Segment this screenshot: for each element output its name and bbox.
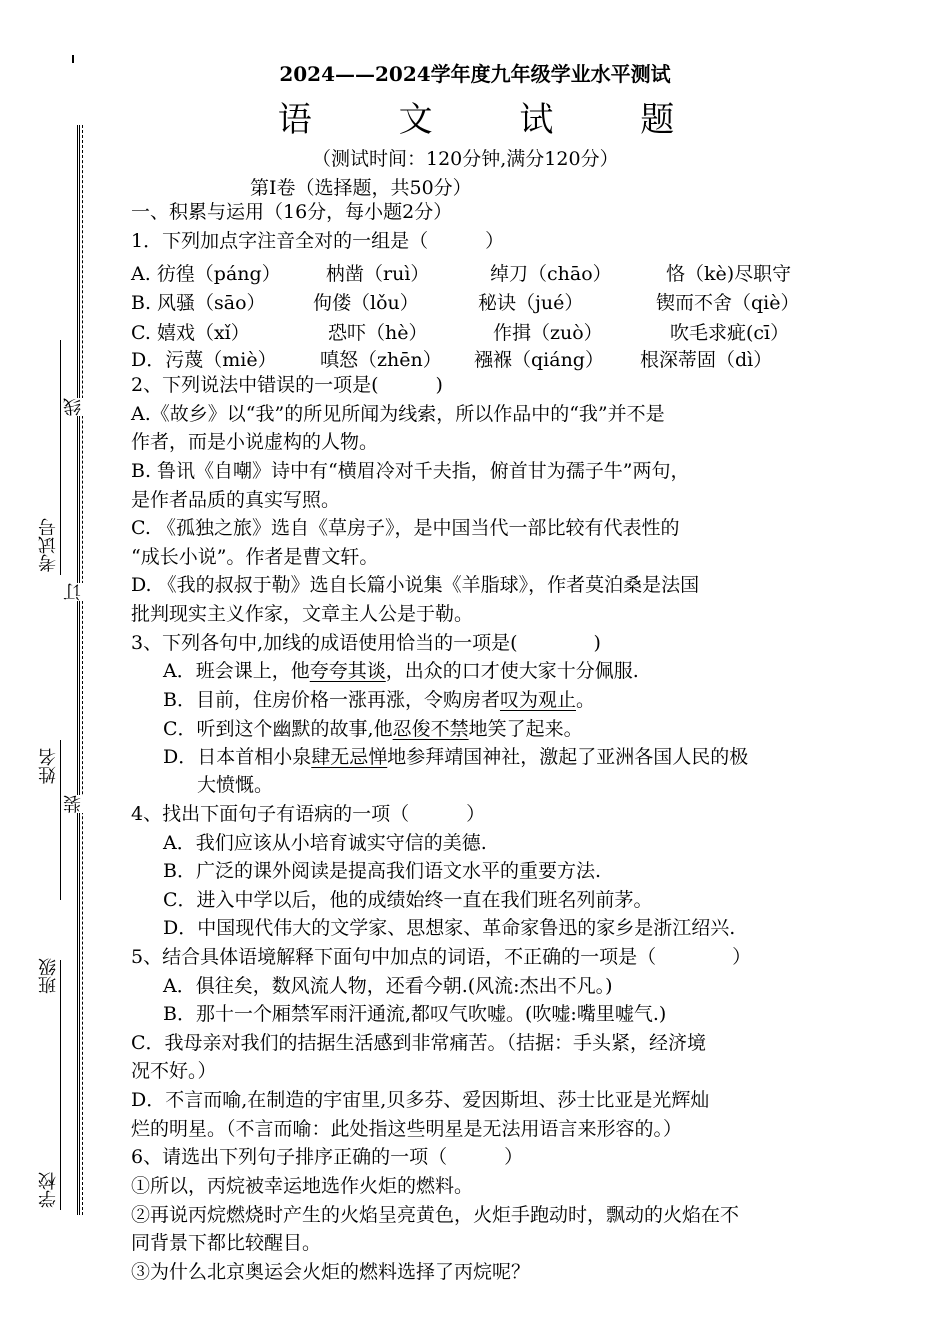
q4-option-c: C．进入中学以后，他的成绩始终一直在我们班名列前茅。 [163, 889, 653, 911]
q1-b-2: 佝偻（lǒu） [313, 292, 419, 314]
q6-sentence-2: ②再说丙烷燃烧时产生的火焰呈亮黄色，火炬手跑动时，飘动的火焰在不 [131, 1204, 740, 1226]
q4-option-b: B．广泛的课外阅读是提高我们语文水平的重要方法. [163, 860, 602, 882]
q3-stem: 3、下列各句中,加线的成语使用恰当的一项是( ) [131, 632, 601, 654]
q1-d-2: 嗔怒（zhēn） [320, 349, 442, 371]
q1-c-4: 吹毛求疵(cī） [670, 322, 790, 344]
q3-option-d-cont: 大愤慨。 [197, 774, 274, 796]
cut-mark-order: 订 [63, 583, 84, 601]
q3-option-a: A．班会课上，他夸夸其谈，出众的口才使大家十分佩服. [163, 660, 639, 682]
q1-stem: 1．下列加点字注音全对的一组是（ ） [131, 230, 505, 252]
q2-line: D. 《我的叔叔于勒》选自长篇小说集《羊脂球》，作者莫泊桑是法国 [131, 574, 700, 596]
subject-title: 语 文 试 题 [277, 100, 713, 140]
q1-a-1: A. 彷徨（páng） [131, 263, 281, 285]
q5-option-d-cont: 烂的明星。（不言而喻：此处指这些明星是无法用语言来形容的。） [131, 1118, 683, 1140]
class-line [60, 960, 61, 1190]
exam-number-label: 考试号 [38, 518, 59, 572]
q2-line: 是作者品质的真实写照。 [131, 489, 341, 511]
part1-title: 第Ⅰ卷（选择题，共50分） [250, 177, 472, 199]
q2-line: C. 《孤独之旅》选自《草房子》，是中国当代一部比较有代表性的 [131, 517, 680, 539]
q1-c-2: 恐吓（hè） [328, 322, 428, 344]
q1-b-1: B. 风骚（sāo） [131, 292, 266, 314]
binding-double-line [77, 125, 80, 1215]
q4-stem: 4、找出下面句子有语病的一项（ ） [131, 803, 486, 825]
cut-mark-bind: 装 [63, 795, 84, 813]
q4-option-a: A．我们应该从小培育诚实守信的美德. [163, 832, 487, 854]
class-label: 班级 [38, 958, 59, 994]
q3-option-c: C．听到这个幽默的故事,他忍俊不禁地笑了起来。 [163, 718, 583, 740]
q5-option-c: C．我母亲对我们的拮据生活感到非常痛苦。（拮据：手头紧，经济境 [131, 1032, 707, 1054]
q4-option-d: D．中国现代伟大的文学家、思想家、革命家鲁迅的家乡是浙江绍兴. [163, 917, 736, 939]
q2-line: 作者，而是小说虚构的人物。 [131, 431, 379, 453]
q1-d-1: D．污蔑（miè） [131, 349, 277, 371]
cut-mark-line: 线 [63, 398, 84, 416]
q3-option-d: D．日本首相小泉肆无忌惮地参拜靖国神社，激起了亚洲各国人民的极 [163, 746, 749, 768]
name-line [60, 740, 61, 900]
q1-b-4: 锲而不舍（qiè） [656, 292, 800, 314]
time-note: （测试时间：120分钟,满分120分） [312, 148, 619, 170]
q5-option-a: A．俱往矣，数风流人物，还看今朝.(风流:杰出不凡。) [163, 975, 613, 997]
school-line [60, 1170, 61, 1210]
q5-option-d: D．不言而喻,在制造的宇宙里,贝多芬、爱因斯坦、莎士比亚是光辉灿 [131, 1089, 710, 1111]
q1-a-2: 枘凿（ruì） [326, 263, 430, 285]
exam-title: 2024——2024学年度九年级学业水平测试 [279, 62, 671, 86]
q2-line: 批判现实主义作家，文章主人公是于勒。 [131, 603, 474, 625]
underlined-idiom: 忍俊不禁 [392, 718, 469, 740]
q6-sentence-1: ①所以，丙烷被幸运地选作火炬的燃料。 [131, 1175, 474, 1197]
q2-line: “成长小说”。作者是曹文轩。 [131, 546, 379, 568]
q5-option-b: B．那十一个厢禁军雨汗通流,都叹气吹嘘。(吹嘘:嘴里嘘气.) [163, 1003, 667, 1025]
underlined-idiom: 肆无忌惮 [311, 746, 388, 768]
underlined-idiom: 夸夸其谈 [309, 660, 386, 682]
q5-option-c-cont: 况不好。） [131, 1060, 217, 1082]
binding-dashed-line [82, 125, 83, 1215]
q6-sentence-2-cont: 同背景下都比较醒目。 [131, 1232, 322, 1254]
q1-d-4: 根深蒂固（dì） [640, 349, 773, 371]
q5-stem: 5、结合具体语境解释下面句中加点的词语，不正确的一项是（ ） [131, 946, 752, 968]
underlined-idiom: 叹为观止 [499, 689, 576, 711]
q6-stem: 6、请选出下列句子排序正确的一项（ ） [131, 1146, 524, 1168]
q1-a-4: 恪（kè)尽职守 [666, 263, 792, 285]
q6-sentence-3: ③为什么北京奥运会火炬的燃料选择了丙烷呢？ [131, 1261, 531, 1283]
q1-c-3: 作揖（zuò） [493, 322, 603, 344]
q1-c-1: C. 嬉戏（xǐ） [131, 322, 250, 344]
q3-option-b: B．目前，住房价格一涨再涨，令购房者叹为观止。 [163, 689, 595, 711]
name-label: 姓名 [38, 748, 59, 784]
q1-a-3: 绰刀（chāo） [490, 263, 612, 285]
q2-line: B. 鲁讯《自嘲》诗中有“横眉冷对千夫指，俯首甘为孺子牛”两句， [131, 460, 690, 482]
school-label: 学校 [38, 1172, 59, 1208]
exam-number-line [60, 340, 61, 575]
q2-line: A.《故乡》以“我”的所见所闻为线索，所以作品中的“我”并不是 [131, 403, 665, 425]
q1-d-3: 襁褓（qiáng） [474, 349, 604, 371]
q2-stem: 2、下列说法中错误的一项是( ) [131, 374, 443, 396]
section1-title: 一、积累与运用（16分，每小题2分） [131, 201, 453, 223]
q1-b-3: 秘诀（jué） [478, 292, 584, 314]
